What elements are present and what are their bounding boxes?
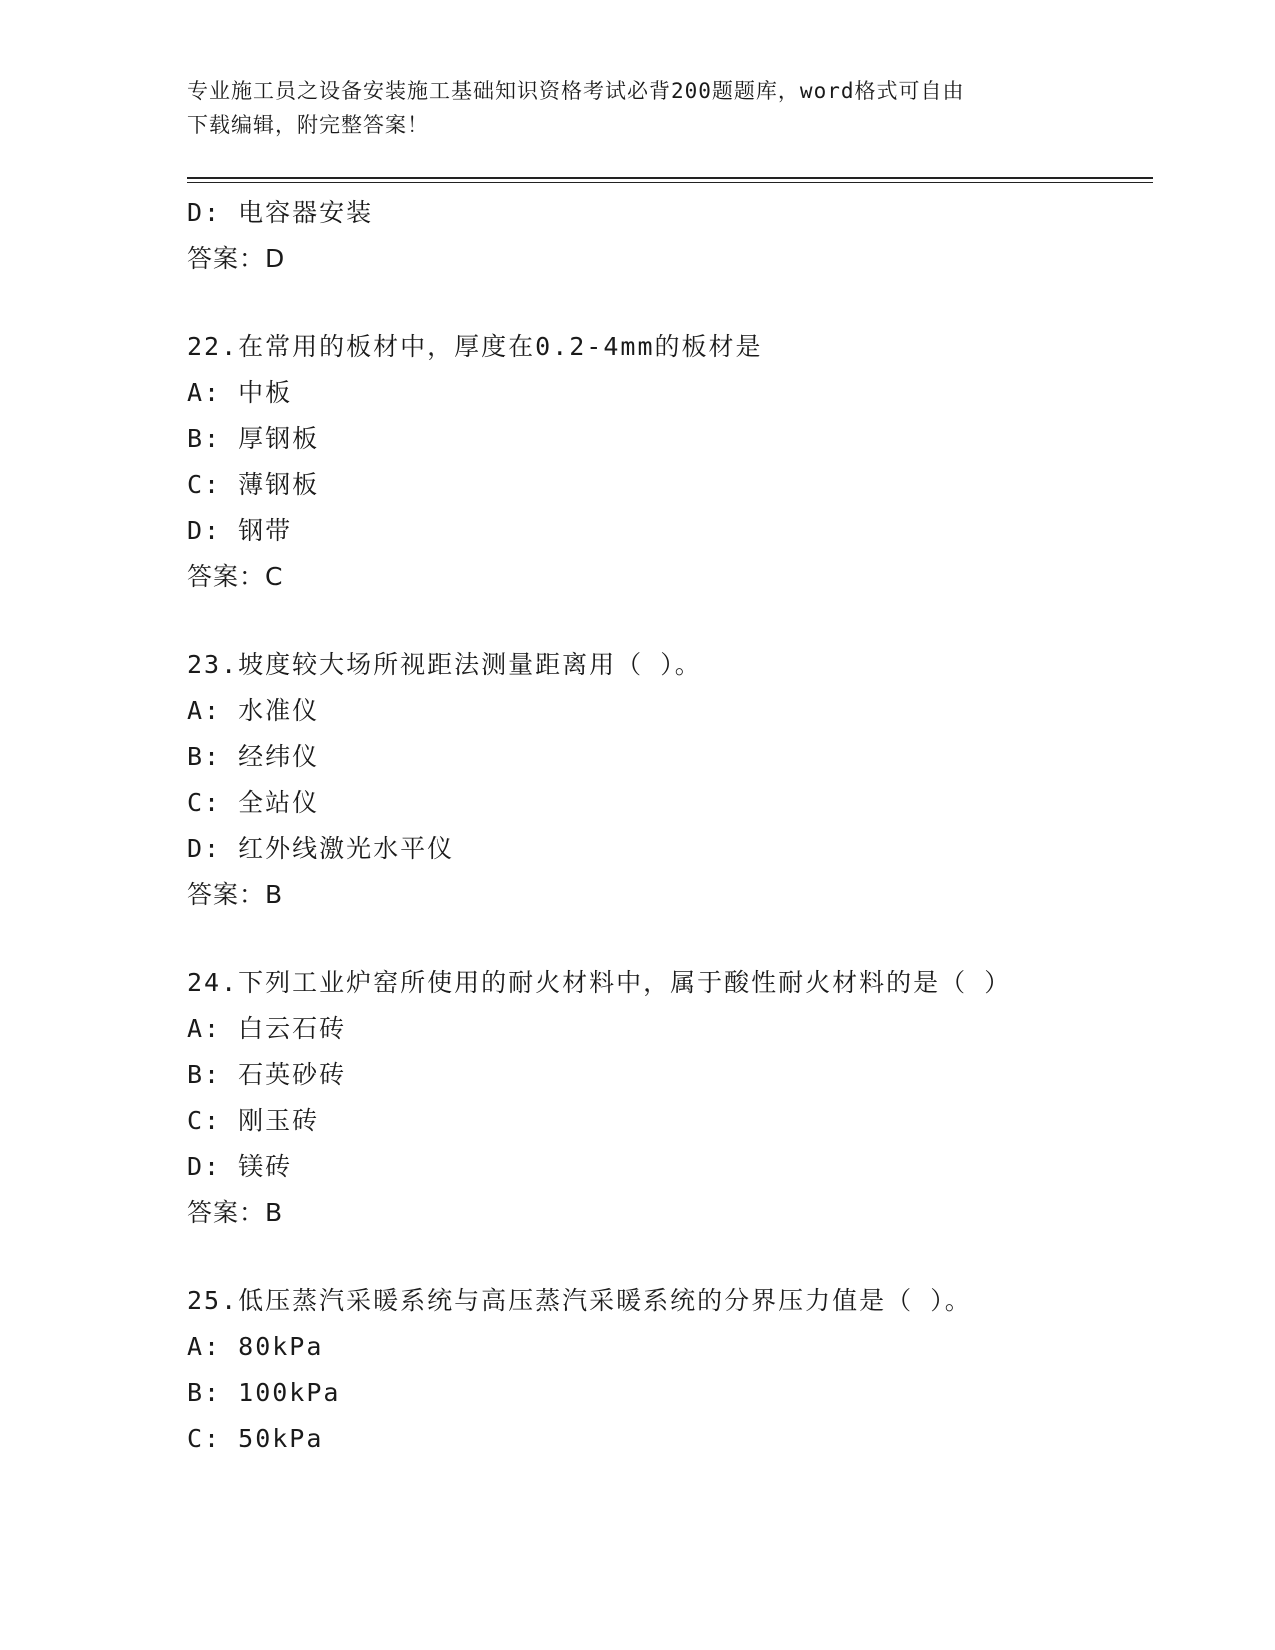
header-line-2: 下载编辑，附完整答案！ <box>187 113 429 137</box>
answer-text: 答案：B <box>187 880 284 909</box>
option-c: C: 50kPa <box>187 1424 324 1453</box>
option-d: D: 钢带 <box>187 516 293 545</box>
question-24 <box>187 960 1153 1236</box>
question-stem: 23.坡度较大场所视距法测量距离用（ ）。 <box>187 650 702 679</box>
option-b: B: 100kPa <box>187 1378 341 1407</box>
header-divider-thin <box>187 182 1153 183</box>
option-a: A: 80kPa <box>187 1332 324 1361</box>
question-25 <box>187 1278 1153 1462</box>
header-line-1: 专业施工员之设备安装施工基础知识资格考试必背200题题库，word格式可自由 <box>187 79 965 103</box>
question-23 <box>187 642 1153 918</box>
header-divider-thick <box>187 177 1153 179</box>
option-b: B: 经纬仪 <box>187 742 320 771</box>
carryover-block <box>187 190 1153 282</box>
answer-text: 答案：B <box>187 1198 284 1227</box>
option-b: B: 厚钢板 <box>187 424 320 453</box>
question-list <box>187 190 1153 1462</box>
question-stem: 22.在常用的板材中，厚度在0.2-4mm的板材是 <box>187 332 763 361</box>
option-a: A: 中板 <box>187 378 293 407</box>
answer-text: 答案：C <box>187 562 284 591</box>
option-text: D: 电容器安装 <box>187 198 374 227</box>
option-a: A: 白云石砖 <box>187 1014 347 1043</box>
option-d: D: 镁砖 <box>187 1152 293 1181</box>
option-c: C: 刚玉砖 <box>187 1106 320 1135</box>
option-c: C: 全站仪 <box>187 788 320 817</box>
question-22 <box>187 324 1153 600</box>
question-stem: 25.低压蒸汽采暖系统与高压蒸汽采暖系统的分界压力值是（ ）。 <box>187 1286 972 1315</box>
option-d: D: 红外线激光水平仪 <box>187 834 455 863</box>
option-c: C: 薄钢板 <box>187 470 320 499</box>
option-b: B: 石英砂砖 <box>187 1060 347 1089</box>
document-header <box>187 74 1067 142</box>
answer-text: 答案：D <box>187 244 286 273</box>
option-a: A: 水准仪 <box>187 696 320 725</box>
question-stem: 24.下列工业炉窑所使用的耐火材料中，属于酸性耐火材料的是（ ） <box>187 968 1012 997</box>
